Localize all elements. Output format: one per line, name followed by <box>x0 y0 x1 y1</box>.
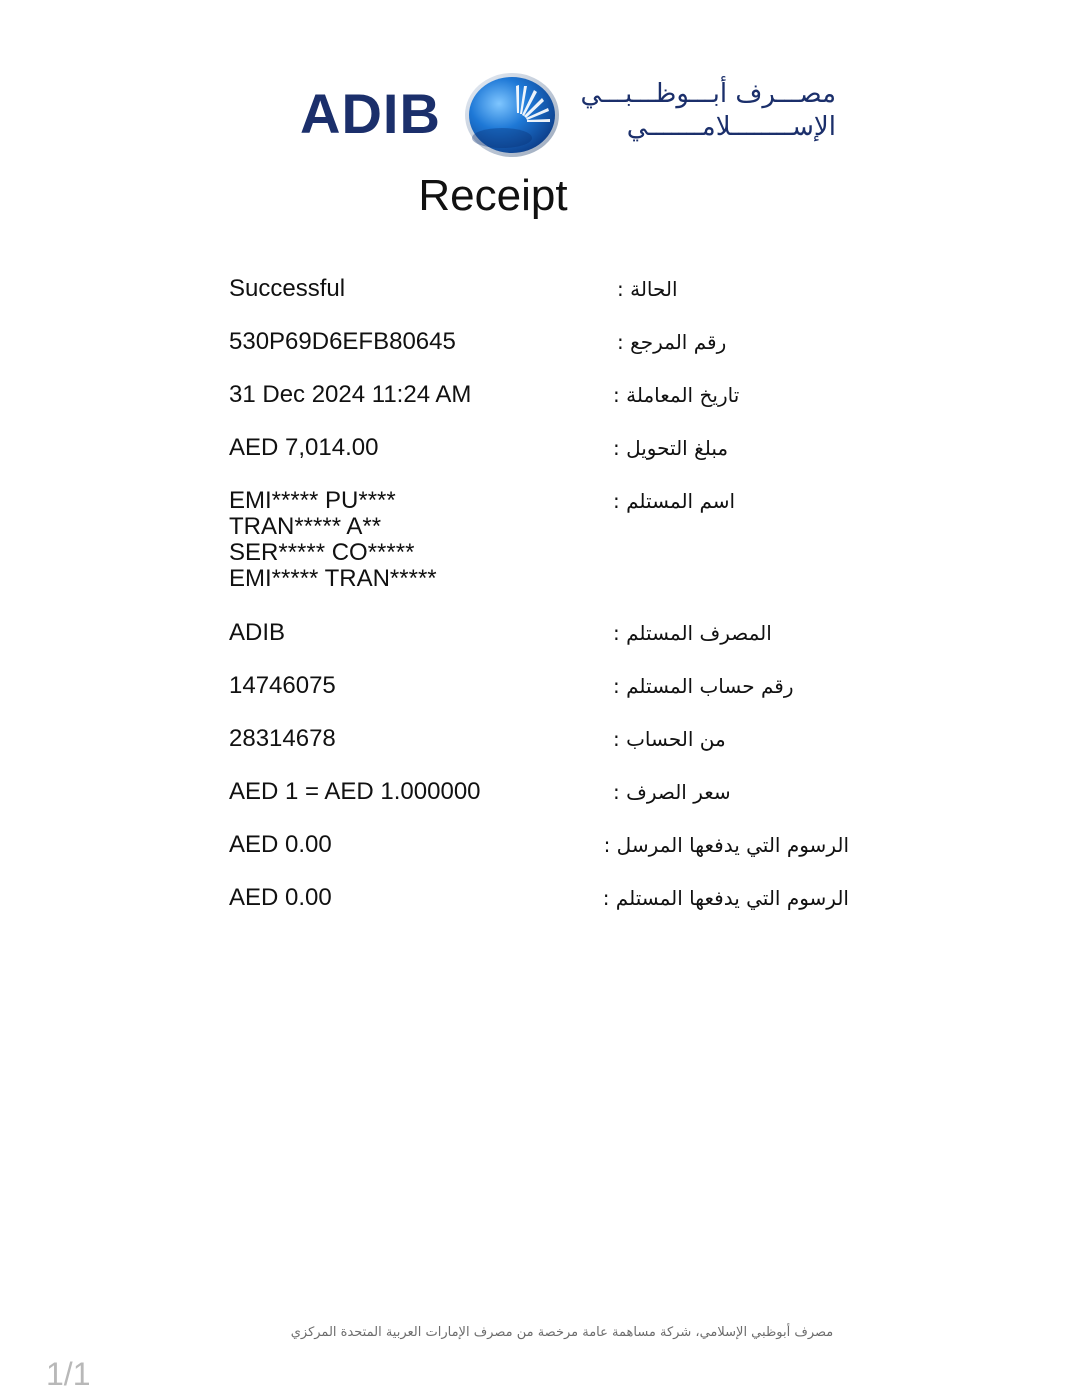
row-beneficiary-name <box>229 488 849 620</box>
sender-fees-value: AED 0.00 <box>229 831 332 858</box>
row-exchange-rate <box>229 779 849 832</box>
reference-value: 530P69D6EFB80645 <box>229 328 456 355</box>
globe-logo-icon <box>464 72 560 158</box>
page-indicator: 1/1 <box>46 1356 91 1392</box>
status-value: Successful <box>229 275 346 302</box>
exchange-rate-value: AED 1 = AED 1.000000 <box>229 778 481 805</box>
status-label: الحالة : <box>617 277 678 301</box>
beneficiary-account-value: 14746075 <box>229 672 336 699</box>
transfer-amount-label: مبلغ التحويل : <box>613 436 729 460</box>
logo-arabic-line-2: الإســــــــلامـــــــي <box>626 112 836 142</box>
beneficiary-name-label: اسم المستلم : <box>613 489 736 513</box>
beneficiary-fees-label: الرسوم التي يدفعها المستلم : <box>602 886 849 910</box>
row-status <box>229 276 849 329</box>
row-transfer-amount <box>229 435 849 488</box>
logo-wordmark-latin: ADIB <box>300 82 441 145</box>
row-reference <box>229 329 849 382</box>
transaction-date-label: تاريخ المعاملة : <box>613 383 740 407</box>
logo-arabic-line-1: مصـــرف أبـــوظـــبـــي <box>580 79 836 109</box>
reference-label: رقم المرجع : <box>617 330 727 354</box>
transaction-date-value: 31 Dec 2024 11:24 AM <box>229 381 472 408</box>
from-account-label: من الحساب : <box>613 727 726 751</box>
adib-logo <box>300 70 840 160</box>
row-sender-fees <box>229 832 849 885</box>
exchange-rate-label: سعر الصرف : <box>613 780 731 804</box>
beneficiary-account-label: رقم حساب المستلم : <box>613 674 794 698</box>
beneficiary-name-value: EMI***** PU**** TRAN***** A** SER***** CO***** EMI***** TRAN***** <box>229 487 437 592</box>
row-beneficiary-fees <box>229 885 849 938</box>
row-beneficiary-bank <box>229 620 849 673</box>
beneficiary-bank-value: ADIB <box>229 619 286 646</box>
beneficiary-fees-value: AED 0.00 <box>229 884 332 911</box>
logo-wordmark-arabic <box>580 78 836 148</box>
receipt-details <box>229 276 849 938</box>
row-transaction-date <box>229 382 849 435</box>
receipt-title: Receipt <box>418 171 568 220</box>
row-from-account <box>229 726 849 779</box>
transfer-amount-value: AED 7,014.00 <box>229 434 379 461</box>
footer-legal-text: مصرف أبوظبي الإسلامي، شركة مساهمة عامة مرخصة من مصرف الإمارات العربية المتحدة المركزي <box>290 1325 834 1340</box>
from-account-value: 28314678 <box>229 725 336 752</box>
beneficiary-bank-label: المصرف المستلم : <box>613 621 772 645</box>
sender-fees-label: الرسوم التي يدفعها المرسل : <box>603 833 849 857</box>
row-beneficiary-account <box>229 673 849 726</box>
